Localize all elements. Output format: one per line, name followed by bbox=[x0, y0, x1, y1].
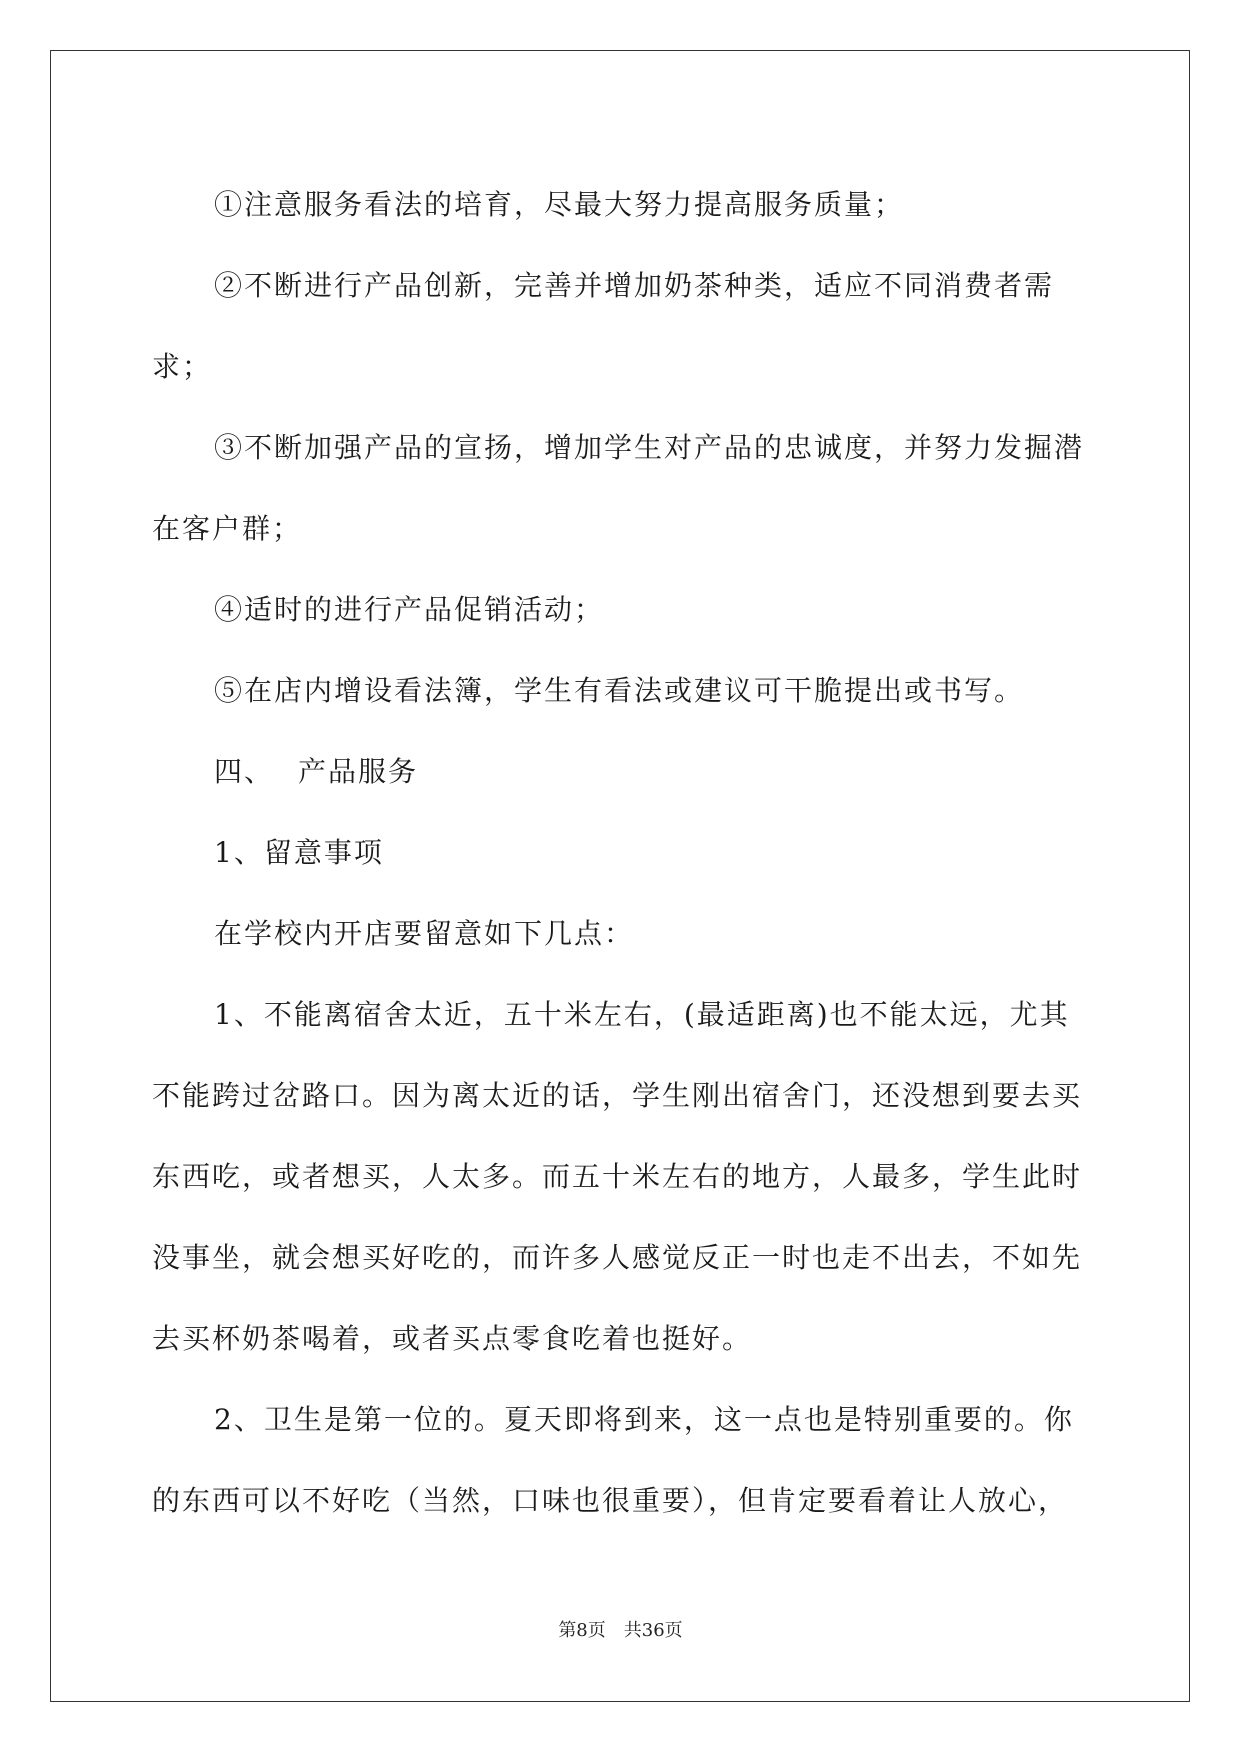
subheading: 1、留意事项 bbox=[214, 836, 384, 869]
list-item-2: ②不断进行产品创新，完善并增加奶茶种类，适应不同消费者需求； bbox=[152, 269, 1055, 383]
list-item-4: ④适时的进行产品促销活动； bbox=[214, 593, 605, 626]
section-heading bbox=[152, 731, 1087, 812]
current-page-number: 第8页 bbox=[558, 1620, 606, 1641]
total-pages: 共36页 bbox=[623, 1620, 683, 1641]
list-item-1: ①注意服务看法的培育，尽最大努力提高服务质量； bbox=[214, 188, 905, 221]
section-title: 产品服务 bbox=[298, 755, 419, 788]
document-body bbox=[152, 164, 1087, 1541]
page-footer bbox=[0, 1616, 1241, 1642]
point-paragraph-1: 1、不能离宿舍太近，五十米左右，(最适距离)也不能太远，尤其不能跨过岔路口。因为离太近的话，学生刚出宿舍门，还没想到要去买东西吃，或者想买，人太多。而五十米左右的地方，人最多，学生此时没事坐，就会想买好吃的，而许多人感觉反正一时也走不出去，不如先去买杯奶茶喝着，或者买点零食吃着也挺好。 bbox=[152, 998, 1083, 1355]
list-item-3: ③不断加强产品的宣扬，增加学生对产品的忠诚度，并努力发掘潜在客户群； bbox=[152, 431, 1085, 545]
point-paragraph-2: 2、卫生是第一位的。夏天即将到来，这一点也是特别重要的。你的东西可以不好吃（当然，口味也很重要），但肯定要看着让人放心， bbox=[152, 1403, 1074, 1517]
section-number: 四、 bbox=[214, 755, 275, 788]
list-item-5: ⑤在店内增设看法簿，学生有看法或建议可干脆提出或书写。 bbox=[214, 674, 1025, 707]
intro-paragraph: 在学校内开店要留意如下几点： bbox=[214, 917, 635, 950]
